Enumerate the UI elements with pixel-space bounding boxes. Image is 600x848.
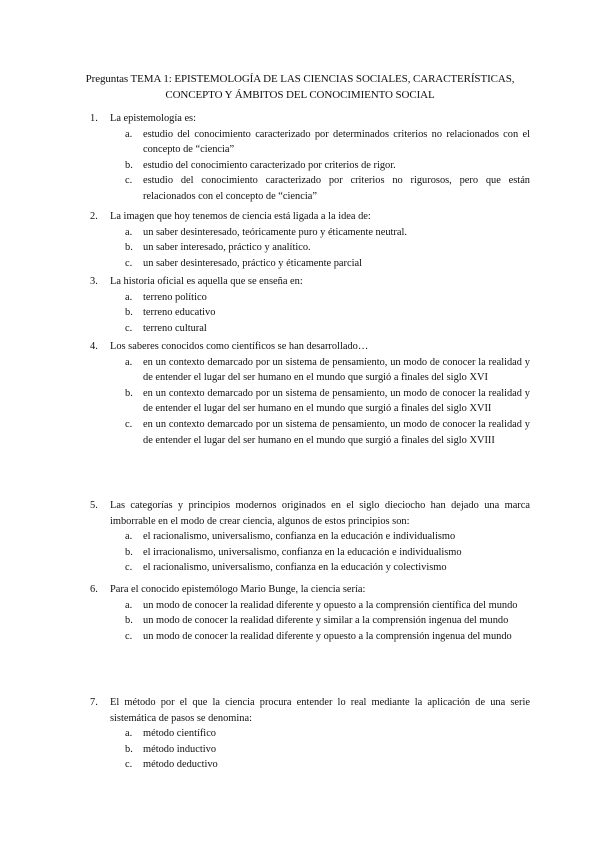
option-text: en un contexto demarcado por un sistema de pensamiento, un modo de conocer la realidad y de entender el lugar del ser humano en el mundo que surgió a finales del siglo XVII [143, 387, 530, 415]
question-4 [90, 339, 530, 448]
option-letter: c. [125, 759, 133, 771]
question-number: 7. [90, 697, 98, 708]
option-b [125, 613, 530, 629]
question-7 [90, 695, 530, 773]
option-letter: a. [125, 128, 133, 140]
option-text: estudio del conocimiento caracterizado por determinados criterios no relacionados con el concepto de “ciencia” [143, 128, 530, 156]
option-text: método científico [143, 728, 216, 740]
option-letter: c. [125, 630, 133, 642]
option-c [125, 560, 530, 576]
option-a [125, 529, 530, 545]
option-letter: a. [125, 226, 133, 238]
question-number: 2. [90, 211, 98, 222]
question-number: 3. [90, 276, 98, 287]
option-letter: a. [125, 356, 133, 368]
option-letter: a. [125, 599, 133, 611]
question-text: El método por el que la ciencia procura entender lo real mediante la aplicación de una serie sistemática de pasos se denomina: [110, 697, 530, 724]
question-6 [90, 582, 530, 644]
option-letter: b. [125, 242, 133, 254]
option-letter: c. [125, 562, 133, 574]
option-b [125, 545, 530, 561]
option-b [125, 240, 530, 256]
question-text: La epistemología es: [110, 113, 196, 124]
option-text: método inductivo [143, 743, 217, 755]
option-a [125, 598, 530, 614]
option-text: método deductivo [143, 759, 218, 771]
option-text: un saber desinteresado, práctico y éticamente parcial [143, 257, 362, 269]
option-text: un saber desinteresado, teóricamente puro y éticamente neutral. [143, 226, 407, 238]
question-number: 4. [90, 341, 98, 352]
question-2 [90, 209, 530, 271]
option-c [125, 417, 530, 448]
option-text: estudio del conocimiento caracterizado por criterios no rigurosos, pero que están relacionados con el concepto de “ciencia” [143, 175, 530, 202]
question-text: Las categorías y principios modernos originados en el siglo dieciocho han dejado una marca imborrable en el modo de crear ciencia, algunos de estos principios son: [110, 500, 530, 527]
question-text: Para el conocido epistemólogo Mario Bunge, la ciencia sería: [110, 584, 366, 595]
question-number: 5. [90, 500, 98, 511]
option-c [125, 629, 530, 645]
option-a [125, 290, 530, 306]
option-a [125, 127, 530, 158]
option-text: en un contexto demarcado por un sistema de pensamiento, un modo de conocer la realidad y de entender el lugar del ser humano en el mundo que surgió a finales del siglo XVI [143, 356, 530, 384]
option-text: el irracionalismo, universalismo, confianza en la educación e individualismo [143, 546, 462, 558]
option-text: un modo de conocer la realidad diferente y opuesto a la comprensión científica del mundo [143, 599, 518, 611]
option-letter: c. [125, 175, 133, 187]
option-c [125, 757, 530, 773]
question-text: Los saberes conocidos como científicos se han desarrollado… [110, 341, 369, 352]
question-number: 1. [90, 113, 98, 124]
question-text: La historia oficial es aquella que se enseña en: [110, 276, 303, 287]
option-letter: b. [125, 546, 133, 558]
option-text: el racionalismo, universalismo, confianza en la educación y colectivismo [143, 562, 447, 574]
title-line-2: CONCEPTO Y ÁMBITOS DEL CONOCIMIENTO SOCIAL [165, 89, 435, 101]
option-letter: b. [125, 615, 133, 627]
option-b [125, 742, 530, 758]
option-letter: a. [125, 291, 133, 303]
option-a [125, 726, 530, 742]
option-letter: b. [125, 387, 133, 399]
option-text: un modo de conocer la realidad diferente y opuesto a la comprensión ingenua del mundo [143, 630, 512, 642]
document-title [60, 71, 540, 103]
option-letter: c. [125, 257, 133, 269]
option-text: terreno cultural [143, 322, 207, 334]
option-c [125, 256, 530, 272]
option-text: un saber interesado, práctico y analítico. [143, 242, 311, 254]
option-a [125, 355, 530, 386]
option-a [125, 225, 530, 241]
title-line-1: Preguntas TEMA 1: EPISTEMOLOGÍA DE LAS CIENCIAS SOCIALES, CARACTERÍSTICAS, [85, 73, 515, 85]
option-text: un modo de conocer la realidad diferente y similar a la comprensión ingenua del mundo [143, 615, 509, 627]
option-letter: b. [125, 159, 133, 171]
question-3 [90, 274, 530, 336]
question-number: 6. [90, 584, 98, 595]
option-letter: a. [125, 728, 133, 740]
option-letter: c. [125, 322, 133, 334]
option-c [125, 173, 530, 204]
option-text: terreno político [143, 291, 207, 303]
option-text: estudio del conocimiento caracterizado por criterios de rigor. [143, 159, 396, 171]
option-letter: a. [125, 531, 133, 543]
question-5 [90, 498, 530, 576]
option-letter: b. [125, 743, 133, 755]
option-b [125, 158, 530, 174]
option-letter: c. [125, 418, 133, 430]
question-text: La imagen que hoy tenemos de ciencia está ligada a la idea de: [110, 211, 371, 222]
option-b [125, 386, 530, 417]
option-text: el racionalismo, universalismo, confianza en la educación e individualismo [143, 531, 456, 543]
option-text: en un contexto demarcado por un sistema de pensamiento, un modo de conocer la realidad y de entender el lugar del ser humano en el mundo que surgió a finales del siglo XVIII [143, 418, 530, 446]
option-letter: b. [125, 307, 133, 319]
option-text: terreno educativo [143, 307, 216, 319]
option-c [125, 321, 530, 337]
question-1 [90, 111, 530, 205]
option-b [125, 305, 530, 321]
